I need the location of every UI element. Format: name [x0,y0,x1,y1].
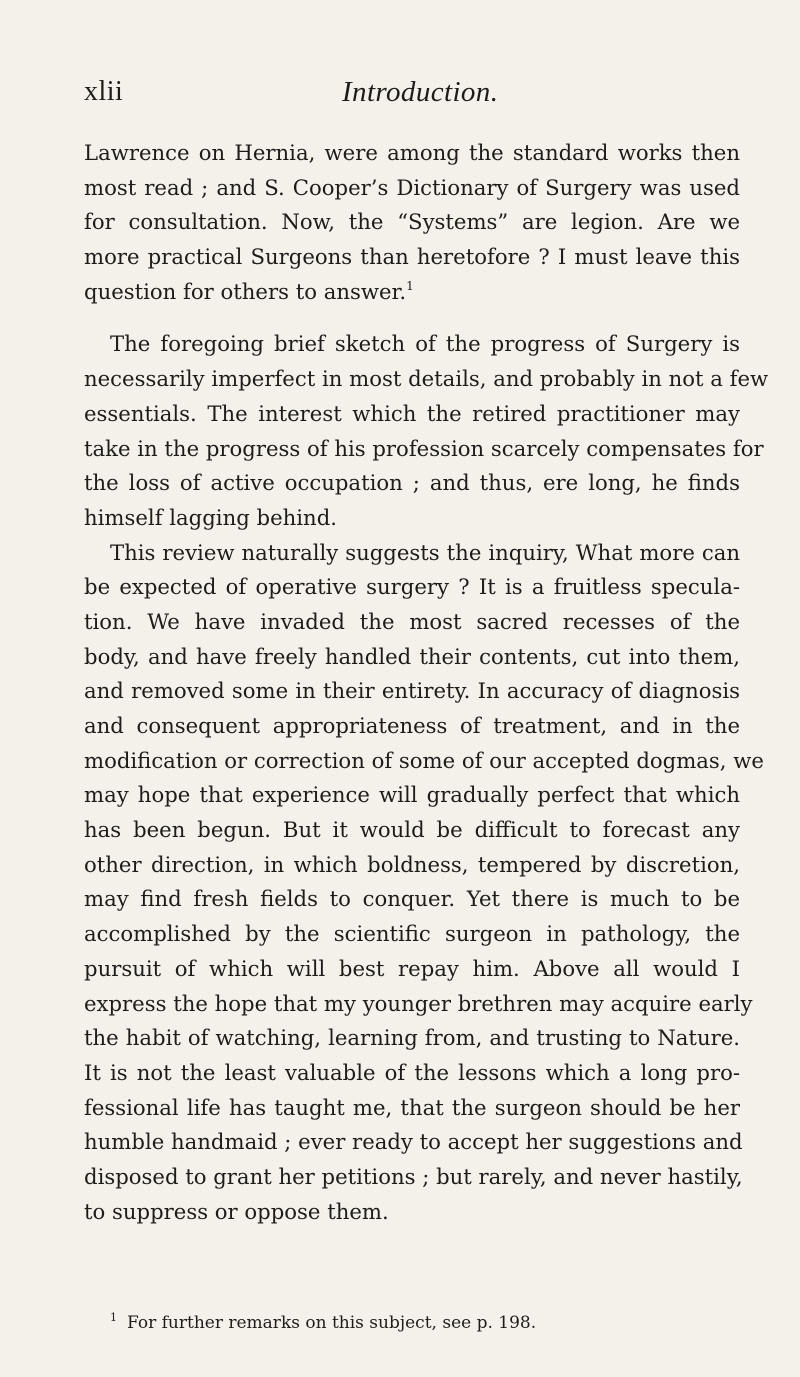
text-line: The foregoing brief sketch of the progress of Surgery is [110,331,740,357]
text-line: Lawrence on Hernia, were among the standard works then [84,140,740,165]
text-line: essentials. The interest which the retired practitioner may [84,400,740,426]
text-line: take in the progress of his profession scarcely compensates for [84,435,764,461]
paragraph-2 [84,327,769,535]
text-line: necessarily imperfect in most details, and probably in not a few [84,366,769,392]
text-line: and consequent appropriateness of treatment, and in the [84,713,740,738]
text-line: has been begun. But it would be difficult to forecast any [84,817,740,843]
text-line: to suppress or oppose them. [84,1198,389,1224]
text-line: It is not the least valuable of the lessons which a long pro- [84,1059,740,1085]
body-text [84,136,769,1229]
text-line: disposed to grant her petitions ; but rarely, and never hastily, [84,1163,743,1189]
footnote-marker: 1 [110,1311,117,1324]
text-line: the loss of active occupation ; and thus, ere long, he finds [84,470,740,496]
text-line: for consultation. Now, the “Systems” are legion. Are we [84,209,740,235]
text-line [84,275,740,310]
footnote-reference: 1 [406,278,414,293]
text-line: the habit of watching, learning from, and trusting to Nature. [84,1025,740,1051]
text-line: and removed some in their entirety. In accuracy of diagnosis [84,678,740,704]
paragraph-gap [84,309,740,327]
text-line: may find fresh fields to conquer. Yet there is much to be [84,886,740,912]
text-line: fessional life has taught me, that the surgeon should be her [84,1094,740,1120]
running-title: Introduction. [342,76,499,108]
page-header [84,76,744,116]
paragraph-3 [84,536,764,1230]
text-line: may hope that experience will gradually perfect that which [84,782,740,808]
paragraph-1 [84,136,740,309]
footnote [110,1312,710,1334]
text-line: other direction, in which boldness, tempered by discretion, [84,851,740,877]
text-line: himself lagging behind. [84,504,337,530]
text-line-content: question for others to answer. [84,278,407,304]
page-number: xlii [84,76,124,107]
text-line: body, and have freely handled their contents, cut into them, [84,643,740,669]
text-line: be expected of operative surgery ? It is a fruitless specula- [84,574,740,600]
text-line: This review naturally suggests the inquiry, What more can [110,539,740,565]
footnote-text: For further remarks on this subject, see p. 198. [127,1313,537,1333]
text-line: pursuit of which will best repay him. Above all would I [84,955,740,981]
text-line: more practical Surgeons than heretofore ? I must leave this [84,244,740,270]
text-line: modification or correction of some of our accepted dogmas, we [84,747,764,773]
text-line: express the hope that my younger brethren may acquire early [84,990,753,1016]
text-line: accomplished by the scientific surgeon in pathology, the [84,921,740,947]
text-line: humble handmaid ; ever ready to accept her suggestions and [84,1129,743,1155]
text-line: tion. We have invaded the most sacred recesses of the [84,608,740,634]
text-line: most read ; and S. Cooper’s Dictionary of Surgery was used [84,174,740,200]
